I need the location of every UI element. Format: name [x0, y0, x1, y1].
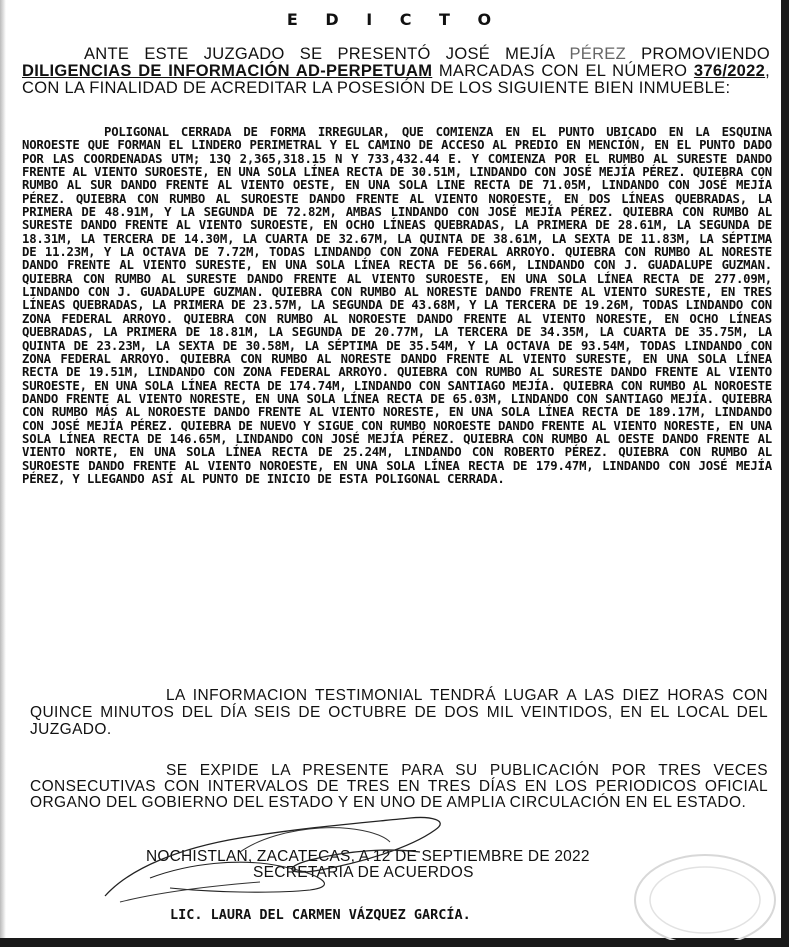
intro-text-4: , CON LA FINALIDAD DE ACREDITAR LA POSESIÓN DE LOS SIGUIENTE BIEN INMUEBLE:: [22, 62, 771, 97]
page-border-right: [781, 0, 789, 947]
poligonal-description: [22, 126, 772, 486]
publication-text: SE EXPIDE LA PRESENTE PARA SU PUBLICACIÓN POR TRES VECES CONSECUTIVAS CON INTERVALOS DE TRES EN TRES DÍAS EN LOS PERIODICOS OFICIAL ORGANO DEL GOBIERNO DEL ESTADO Y EN UNO DE AMPLIA CIRCULACIÓN EN EL ESTADO.: [30, 762, 768, 811]
secretary-title: SECRETARIA DE ACUERDOS: [253, 864, 474, 881]
document-title: E D I C T O: [286, 10, 503, 29]
diligencias-label: DILIGENCIAS DE INFORMACIÓN AD-PERPETUAM: [22, 62, 433, 80]
intro-text-3: MARCADAS CON EL NÚMERO: [432, 62, 694, 80]
intro-text-1: ANTE ESTE JUZGADO SE PRESENTÓ JOSÉ MEJÍA: [84, 45, 570, 63]
poligonal-text: POLIGONAL CERRADA DE FORMA IRREGULAR, QUE COMIENZA EN EL PUNTO UBICADO EN LA ESQUINA NOROESTE QUE FORMAN EL LINDERO PERIMETRAL Y EL CAMINO DE ACCESO AL PREDIO EN MENCIÓN, EN EL PUNTO DADO POR LAS COORDENADAS UTM; 13Q 2,365,318.15 N Y 733,432.44 E. Y COMIENZA POR EL RUMBO AL SURESTE DANDO FRENTE AL VIENTO SUROESTE, EN UNA SOLA LÍNEA RECTA DE 30.51M, LINDANDO CON JOSÉ MEJÍA PÉREZ. QUIEBRA CON RUMBO AL SUR DANDO FRENTE AL VIENTO OESTE, EN UNA SOLA LINE RECTA DE 71.05M, LINDANDO CON JOSÉ MEJÍA PÉREZ. QUIEBRA CON RUMBO AL SUROESTE DANDO FRENTE AL VIENTO NOROESTE, EN DOS LÍNEAS QUEBRADAS, LA PRIMERA DE 48.91M, Y LA SEGUNDA DE 72.82M, AMBAS LINDANDO CON JOSÉ MEJÍA PÉREZ. QUIEBRA CON RUMBO AL SURESTE DANDO FRENTE AL VIENTO SUROESTE, EN OCHO LÍNEAS QUEBRADAS, LA PRIMERA DE 28.61M, LA SEGUNDA DE 18.31M, LA TERCERA DE 14.30M, LA CUARTA DE 32.67M, LA QUINTA DE 38.61M, LA SEXTA DE 11.83M, LA SÉPTIMA DE 11.23M, Y LA OCTAVA DE 7.72M, TODAS LINDANDO CON ZONA FEDERAL ARROYO. QUIEBRA CON RUMBO AL NORESTE DANDO FRENTE AL VIENTO SURESTE, EN UNA SOLA LÍNEA RECTA DE 56.66M, LINDANDO CON J. GUADALUPE GUZMAN. QUIEBRA CON RUMBO AL SURESTE DANDO FRENTE AL VIENTO SUROESTE, EN UNA SOLA LÍNEA RECTA DE 277.09M, LINDANDO CON J. GUADALUPE GUZMAN. QUIEBRA CON RUMBO AL NORESTE DANDO FRENTE AL VIENTO SURESTE, EN TRES LÍNEAS QUEBRADAS, LA PRIMERA DE 23.57M, LA SEGUNDA DE 43.68M, Y LA TERCERA DE 19.26M, TODAS LINDANDO CON ZONA FEDERAL ARROYO. QUIEBRA CON RUMBO AL NOROESTE DANDO FRENTE AL VIENTO NORESTE, EN OCHO LÍNEAS QUEBRADAS, LA PRIMERA DE 18.81M, LA SEGUNDA DE 20.77M, LA TERCERA DE 34.35M, LA CUARTA DE 35.75M, LA QUINTA DE 23.23M, LA SEXTA DE 30.58M, LA SÉPTIMA DE 35.54M, Y LA OCTAVA DE 93.54M, TODAS LINDANDO CON ZONA FEDERAL ARROYO. QUIEBRA CON RUMBO AL NORESTE DANDO FRENTE AL VIENTO SURESTE, EN UNA SOLA LÍNEA RECTA DE 19.51M, LINDANDO CON ZONA FEDERAL ARROYO. QUIEBRA CON RUMBO AL SURESTE DANDO FRENTE AL VIENTO SUROESTE, EN UNA SOLA LÍNEA RECTA DE 174.74M, LINDANDO CON SANTIAGO MEJÍA. QUIEBRA CON RUMBO AL NOROESTE DANDO FRENTE AL VIENTO NORESTE, EN UNA SOLA LÍNEA RECTA DE 65.03M, LINDANDO CON SANTIAGO MEJÍA. QUIEBRA CON RUMBO MÁS AL NOROESTE DANDO FRENTE AL VIENTO NORESTE, EN UNA SOLA LÍNEA RECTA DE 189.17M, LINDANDO CON JOSÉ MEJÍA PÉREZ. QUIEBRA DE NUEVO Y SIGUE CON RUMBO NOROESTE DANDO FRENTE AL VIENTO NORESTE, EN UNA SOLA LÍNEA RECTA DE 146.65M, LINDANDO CON JOSÉ MEJÍA PÉREZ. QUIEBRA CON RUMBO AL OESTE DANDO FRENTE AL VIENTO NORTE, EN UNA SOLA LÍNEA RECTA DE 25.24M, LINDANDO CON ROBERTO PÉREZ. QUIEBRA CON RUMBO AL SUROESTE DANDO FRENTE AL VIENTO NOROESTE, EN UNA SOLA LÍNEA RECTA DE 179.47M, LINDANDO CON JOSÉ MEJÍA PÉREZ, Y LLEGANDO ASÍ AL PUNTO DE INICIO DE ESTA POLIGONAL CERRADA.: [22, 125, 772, 486]
testimonial-text: LA INFORMACION TESTIMONIAL TENDRÁ LUGAR A LAS DIEZ HORAS CON QUINCE MINUTOS DEL DÍA SEIS DE OCTUBRE DE DOS MIL VEINTIDOS, EN EL LOCAL DEL JUZGADO.: [30, 687, 768, 738]
page-border-bottom: [0, 938, 789, 947]
intro-text-2: PROMOVIENDO: [626, 45, 771, 63]
page-shadow-left: [0, 0, 6, 947]
place-and-date: NOCHISTLAN, ZACATECAS, A 12 DE SEPTIEMBRE DE 2022: [146, 848, 590, 865]
testimonial-paragraph: [30, 687, 768, 738]
court-seal-stamp: [610, 840, 780, 940]
signatory-name: LIC. LAURA DEL CARMEN VÁZQUEZ GARCÍA.: [170, 907, 471, 923]
publication-paragraph: [30, 763, 768, 811]
intro-text-light: PÉREZ: [569, 45, 626, 63]
expediente-number: 376/2022: [693, 62, 766, 80]
intro-paragraph: [22, 46, 770, 97]
